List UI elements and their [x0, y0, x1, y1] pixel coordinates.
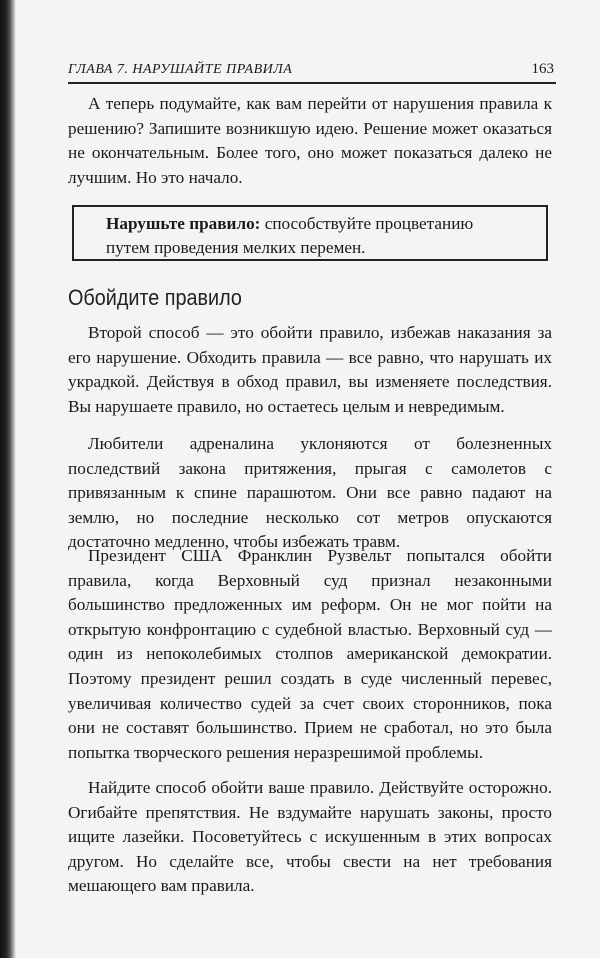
page-binding-shadow — [0, 0, 16, 958]
callout-box — [72, 205, 548, 261]
callout-label: Нарушьте правило: — [106, 214, 261, 233]
running-header — [68, 62, 554, 82]
body-paragraph-1: Второй способ — это обойти правило, избежав наказания за его нарушение. Обходить правила — все равно, что нарушать их украдкой. Действуя в обход правил, вы изменяете последствия. Вы нарушаете правило, но остаетесь целым и невредимым. — [68, 323, 552, 416]
body-paragraph-3: Президент США Франклин Рузвельт попытался обойти правила, когда Верховный суд признал незаконными большинство предложенных им реформ. Он не мог пойти на открытую конфронтацию с судебной властью. Верховный суд — один из непоколебимых столпов американской демократии. Поэтому президент решил создать в суде численный перевес, увеличивая количество судей за счет своих сторонников, пока они не составят большинство. Прием не сработал, но это была попытка творческого решения неразрешимой проблемы. — [68, 546, 552, 762]
callout-body: способствуйте процветанию путем проведения мелких перемен. — [106, 214, 474, 257]
section-heading: Обойдите правило — [68, 285, 242, 310]
page-number: 163 — [531, 61, 554, 77]
body-paragraph-4: Найдите способ обойти ваше правило. Действуйте осторожно. Огибайте препятствия. Не вздумайте нарушать законы, просто ищите лазейки. Посоветуйтесь с искушенным в этих вопросах другом. Но сделайте все, чтобы свести на нет требования мешающего вам правила. — [68, 778, 552, 896]
chapter-title: ГЛАВА 7. НАРУШАЙТЕ ПРАВИЛА — [68, 62, 293, 77]
body-paragraph-2: Любители адреналина уклоняются от болезненных последствий закона притяжения, прыгая с самолетов с привязанным к спине парашютом. Они все равно падают на землю, но последние несколько сот метров опускаются достаточно медленно, чтобы избежать травм. — [68, 434, 552, 552]
header-divider — [68, 82, 556, 84]
callout-text — [106, 212, 506, 260]
intro-paragraph: А теперь подумайте, как вам перейти от нарушения правила к решению? Запишите возникшую идею. Решение может оказаться не окончательным. Более того, оно может показаться далеко не лучшим. Но это начало. — [68, 94, 552, 187]
